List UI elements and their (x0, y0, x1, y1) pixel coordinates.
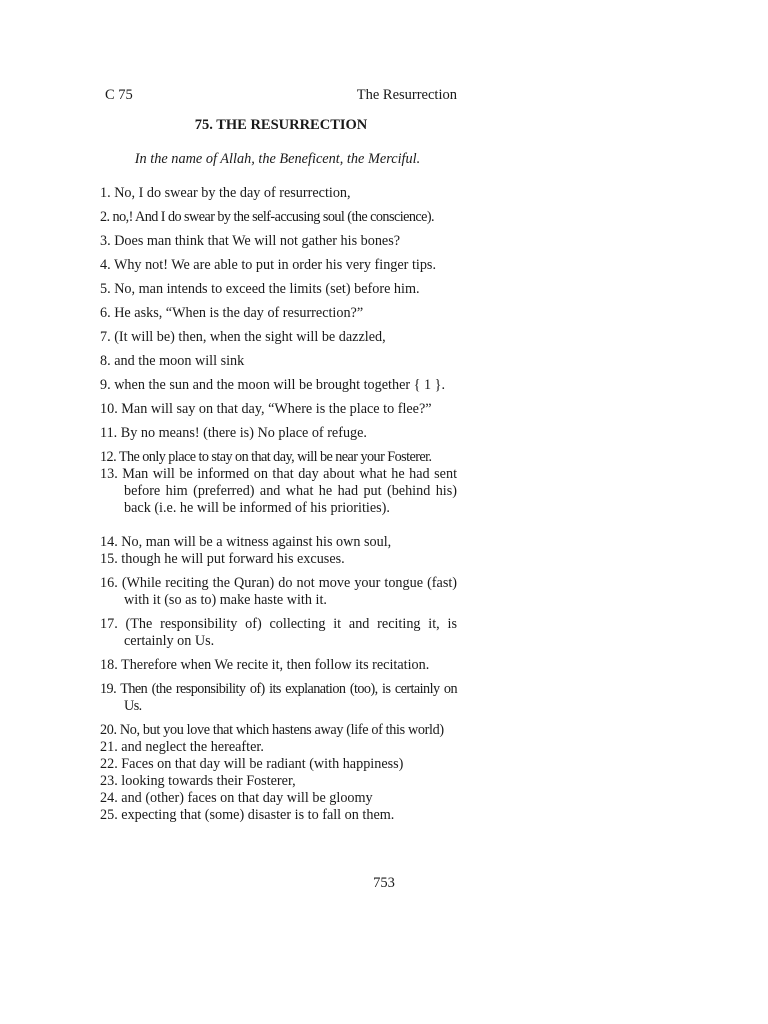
verse-number: 7. (100, 329, 111, 345)
verse (100, 466, 457, 517)
verse-text: Faces on that day will be radiant (with happiness) (121, 756, 404, 772)
verse (100, 329, 457, 346)
chapter-title: 75. THE RESURRECTION (194, 117, 368, 133)
verse-text: He asks, “When is the day of resurrection?” (114, 305, 364, 321)
verse (100, 616, 457, 650)
verse-text: when the sun and the moon will be brought together { 1 }. (114, 377, 445, 393)
verse-number: 9. (100, 377, 111, 393)
verse-text: No, but you love that which hastens away (life of this world) (119, 722, 444, 738)
verse (100, 377, 457, 394)
verse-number: 11. (100, 425, 118, 441)
verse-number: 18. (100, 657, 118, 673)
verse (100, 722, 457, 739)
verse-number: 16. (100, 575, 118, 591)
verse-number: 22. (100, 756, 118, 772)
verse-text: and (other) faces on that day will be gloomy (121, 790, 373, 806)
verse-list (100, 185, 457, 824)
chapter-code: C 75 (105, 87, 133, 103)
verse (100, 425, 457, 442)
verse (100, 790, 457, 807)
verse-number: 5. (100, 281, 111, 297)
verse-text: (It will be) then, when the sight will be dazzled, (114, 329, 386, 345)
verse-text: Man will say on that day, “Where is the place to flee?” (121, 401, 432, 417)
verse-text: Therefore when We recite it, then follow its recitation. (121, 657, 430, 673)
verse-number: 17. (100, 616, 118, 632)
verse-text: By no means! (there is) No place of refuge. (120, 425, 367, 441)
verse-text: no,! And I do swear by the self-accusing soul (the conscience). (112, 209, 435, 225)
running-header (105, 87, 457, 104)
verse-text: though he will put forward his excuses. (121, 551, 345, 567)
verse-text: and neglect the hereafter. (121, 739, 264, 755)
verse-number: 2. (100, 209, 110, 225)
verse (100, 233, 457, 250)
verse (100, 551, 457, 568)
verse-number: 1. (100, 185, 111, 201)
verse (100, 575, 457, 609)
verse-number: 19. (100, 681, 117, 697)
verse-number: 23. (100, 773, 118, 789)
verse-text: and the moon will sink (114, 353, 245, 369)
verse-number: 10. (100, 401, 118, 417)
verse (100, 756, 457, 773)
running-title: The Resurrection (356, 87, 457, 103)
verse-text: Does man think that We will not gather his bones? (114, 233, 401, 249)
verse-number: 6. (100, 305, 111, 321)
verse (100, 773, 457, 790)
verse (100, 681, 457, 715)
verse-text: No, man will be a witness against his own soul, (121, 534, 392, 550)
verse (100, 281, 457, 298)
verse-text: (While reciting the Quran) do not move your tongue (fast) with it (so as to) make haste with it. (121, 575, 458, 608)
verse (100, 534, 457, 551)
verse-number: 25. (100, 807, 118, 823)
page-number: 753 (373, 875, 395, 891)
verse-text: expecting that (some) disaster is to fall on them. (121, 807, 395, 823)
verse-number: 24. (100, 790, 118, 806)
verse-text: Then (the responsibility of) its explanation (too), is certainly on Us. (120, 681, 457, 714)
verse (100, 185, 457, 202)
verse-text: No, man intends to exceed the limits (set) before him. (114, 281, 420, 297)
verse (100, 353, 457, 370)
invocation: In the name of Allah, the Beneficent, the Merciful. (134, 151, 421, 167)
verse-number: 12. (100, 449, 117, 465)
verse (100, 807, 457, 824)
verse (100, 739, 457, 756)
verse-text: Man will be informed on that day about what he had sent before him (preferred) and what he had put (behind his) back (i.e. he will be informed of his priorities). (122, 466, 458, 516)
verse-number: 8. (100, 353, 111, 369)
verse-text: looking towards their Fosterer, (121, 773, 296, 789)
verse-number: 3. (100, 233, 111, 249)
verse (100, 401, 457, 418)
verse-number: 15. (100, 551, 118, 567)
verse-text: No, I do swear by the day of resurrection, (114, 185, 351, 201)
verse-number: 21. (100, 739, 118, 755)
verse-text: Why not! We are able to put in order his very finger tips. (113, 257, 436, 273)
verse (100, 209, 457, 226)
verse-number: 14. (100, 534, 118, 550)
verse (100, 257, 457, 274)
verse (100, 305, 457, 322)
verse (100, 657, 457, 674)
verse-number: 20. (100, 722, 117, 738)
verse-text: (The responsibility of) collecting it and reciting it, is certainly on Us. (124, 616, 457, 649)
verse-text: The only place to stay on that day, will be near your Fosterer. (118, 449, 432, 465)
verse (100, 449, 457, 466)
verse-number: 13. (100, 466, 118, 482)
verse-number: 4. (100, 257, 111, 273)
